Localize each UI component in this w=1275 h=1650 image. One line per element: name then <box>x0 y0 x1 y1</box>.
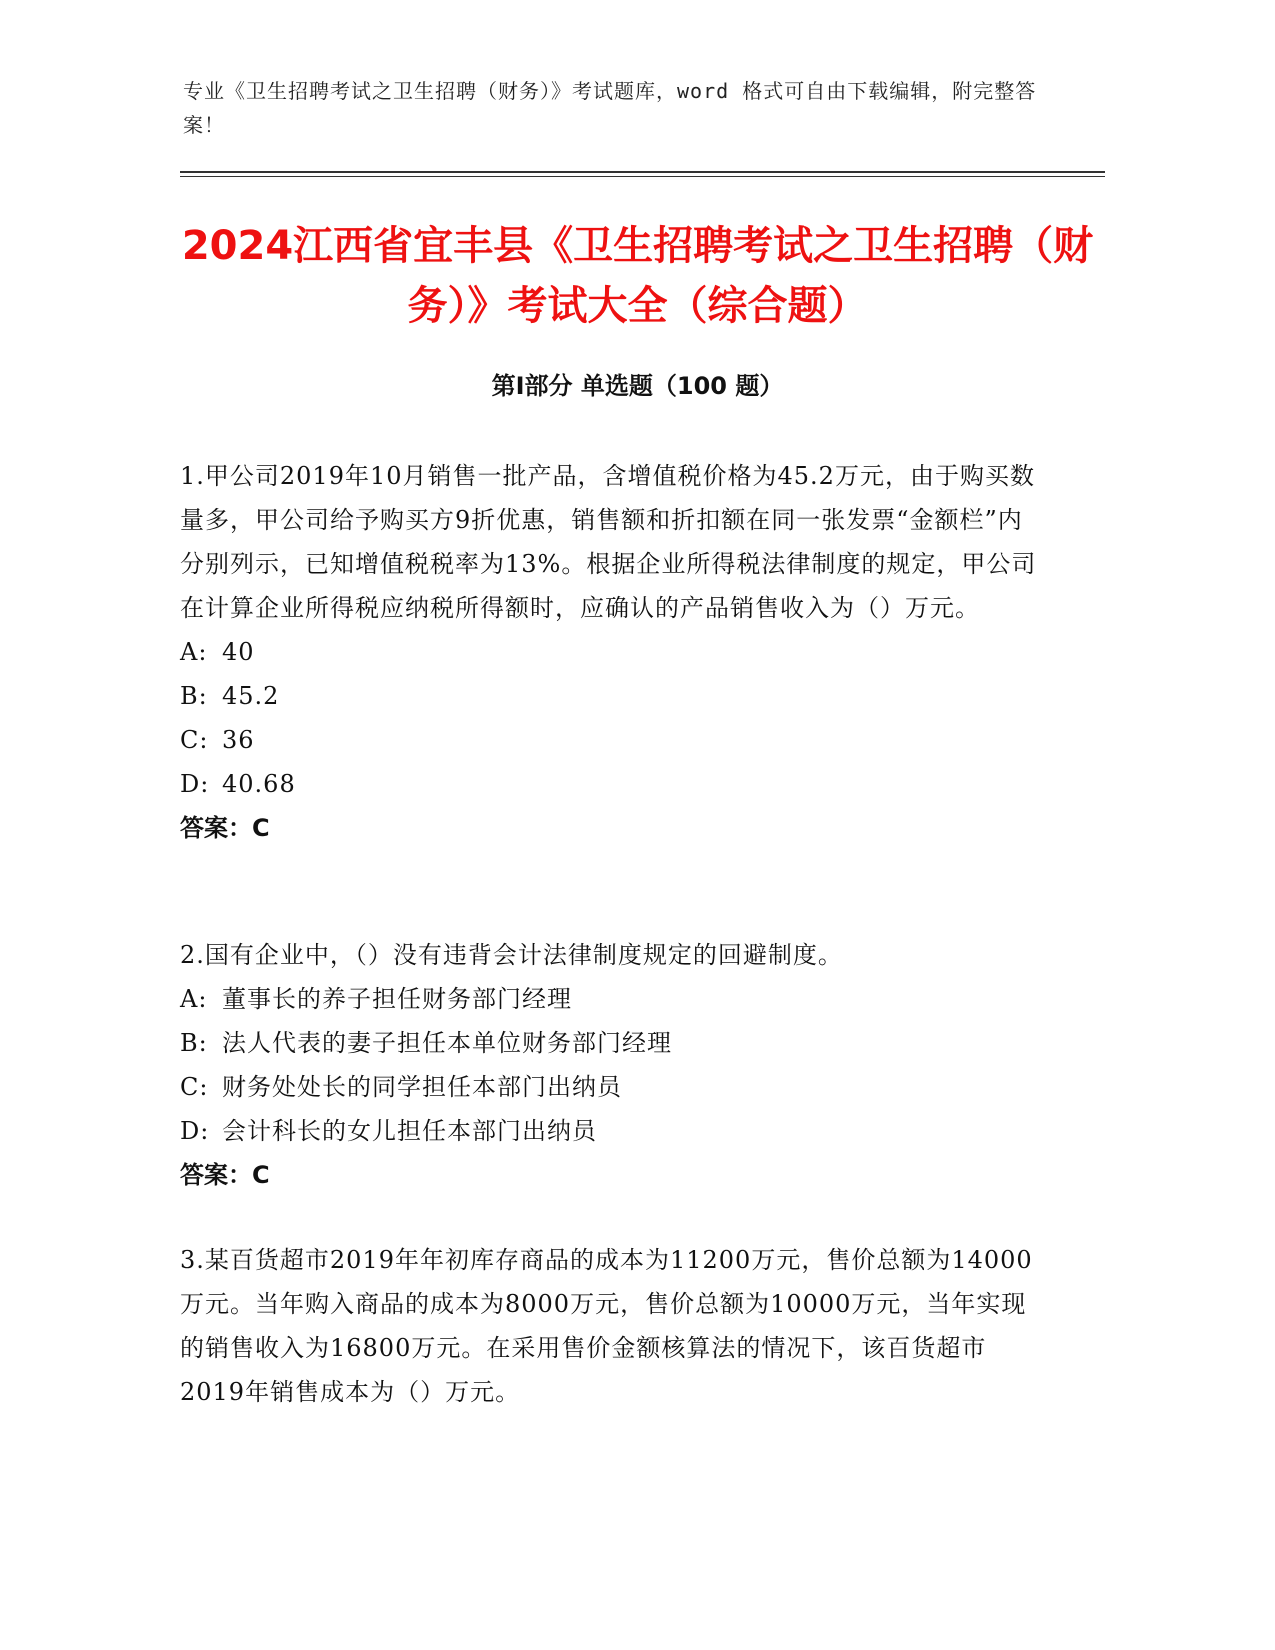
question-1 <box>180 454 1040 850</box>
option-text: 财务处处长的同学担任本部门出纳员 <box>222 1073 622 1101</box>
option-text: 36 <box>222 726 255 754</box>
section-heading: 第Ⅰ部分 单选题（100 题） <box>491 372 784 400</box>
option-b <box>180 1021 1040 1065</box>
option-letter: D: <box>180 1117 210 1145</box>
option-letter: B: <box>180 682 208 710</box>
option-letter: A: <box>180 985 208 1013</box>
question-stem: 3.某百货超市2019年年初库存商品的成本为11200万元，售价总额为14000万元。当年购入商品的成本为8000万元，售价总额为10000万元，当年实现的销售收入为16800万元。在采用售价金额核算法的情况下，该百货超市2019年销售成本为（）万元。 <box>180 1246 1033 1406</box>
option-letter: B: <box>180 1029 208 1057</box>
question-stem: 1.甲公司2019年10月销售一批产品，含增值税价格为45.2万元，由于购买数量多，甲公司给予购买方9折优惠，销售额和折扣额在同一张发票“金额栏”内分别列示，已知增值税税率为13%。根据企业所得税法律制度的规定，甲公司在计算企业所得税应纳税所得额时，应确认的产品销售收入为（）万元。 <box>180 462 1037 622</box>
option-b <box>180 674 1040 718</box>
question-2 <box>180 933 1040 1197</box>
option-a <box>180 630 1040 674</box>
option-text: 45.2 <box>222 682 280 710</box>
option-text: 董事长的养子担任财务部门经理 <box>222 985 572 1013</box>
header-divider-thin <box>180 176 1105 177</box>
option-letter: C: <box>180 726 209 754</box>
header-note: 专业《卫生招聘考试之卫生招聘（财务）》考试题库，word 格式可自由下载编辑，附完整答案！ <box>183 79 1037 137</box>
question-3 <box>180 1238 1040 1414</box>
option-letter: A: <box>180 638 208 666</box>
option-text: 40 <box>222 638 255 666</box>
document-title: 2024江西省宜丰县《卫生招聘考试之卫生招聘（财务）》考试大全（综合题） <box>181 223 1094 329</box>
option-c <box>180 1065 1040 1109</box>
option-a <box>180 977 1040 1021</box>
option-d <box>180 762 1040 806</box>
option-c <box>180 718 1040 762</box>
answer-label: 答案：C <box>180 1161 270 1189</box>
option-d <box>180 1109 1040 1153</box>
option-text: 法人代表的妻子担任本单位财务部门经理 <box>222 1029 672 1057</box>
option-text: 40.68 <box>222 770 296 798</box>
answer-label: 答案：C <box>180 814 270 842</box>
option-text: 会计科长的女儿担任本部门出纳员 <box>222 1117 597 1145</box>
option-letter: D: <box>180 770 210 798</box>
header-divider-thick <box>180 171 1105 173</box>
option-letter: C: <box>180 1073 209 1101</box>
question-stem: 2.国有企业中，（）没有违背会计法律制度规定的回避制度。 <box>180 941 843 969</box>
